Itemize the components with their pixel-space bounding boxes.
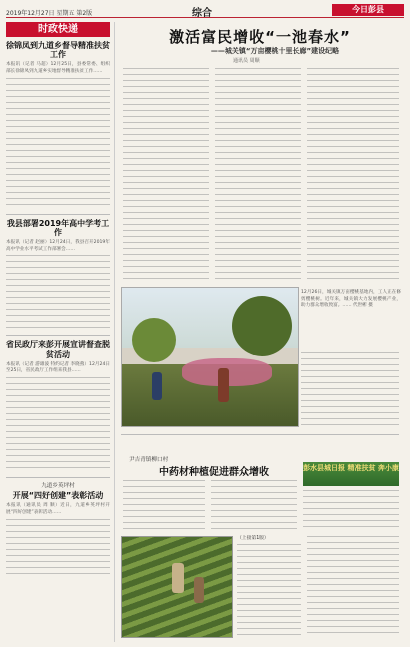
- section-banner: 时政快递: [6, 22, 110, 37]
- herb-field-photo: [121, 536, 233, 638]
- issue-date: 2019年12月27日 星期五 第2版: [6, 10, 93, 17]
- news3-lead: 本报讯（记者 游雄波 特约记者 李晓燕）12月24日至25日，省民政厅工作组来我县……: [6, 361, 110, 374]
- news2-body: [6, 255, 110, 331]
- sub-col-2: [211, 480, 297, 530]
- news3-title: 省民政厅来彭开展宣讲督查脱贫活动: [6, 340, 110, 359]
- news1-body: [6, 78, 110, 210]
- news4-body: [6, 519, 110, 579]
- continued-label: （上接第1版）: [237, 536, 269, 541]
- sub-col-1: [123, 480, 205, 530]
- divider: [6, 335, 110, 336]
- cherry-orchard-photo: [121, 287, 299, 427]
- caption-continued: [301, 352, 399, 428]
- left-column: [6, 22, 110, 642]
- article-col-1: [123, 68, 209, 282]
- article-col-2: [215, 68, 301, 282]
- news3-body: [6, 377, 110, 473]
- news2-lead: 本报讯（记者 赵丽）12月24日，我县召开2019年高中学业水平考试工作部署会……: [6, 240, 110, 252]
- main-byline: 通讯员 周顺: [233, 58, 260, 64]
- main-subheadline: ——城关镇“万亩樱桃十里长廊”建设纪略: [210, 47, 340, 55]
- section-name: 综合: [192, 8, 212, 19]
- main-column: [114, 22, 404, 642]
- news4-kicker: 九道乡英坪村: [41, 483, 75, 490]
- news2-title: 我县部署2019年高中学考工作: [6, 218, 110, 237]
- page-header: [6, 4, 404, 18]
- photo-caption: [301, 290, 401, 310]
- divider: [6, 477, 110, 478]
- ad-banner: 彭水县城日报 精准扶贫 奔小康: [303, 462, 399, 486]
- divider: [6, 214, 110, 215]
- news1-title: 徐锦凤到九道乡督导精准扶贫工作: [6, 41, 110, 60]
- main-headline: 激活富民增收“一池春水”: [169, 28, 351, 46]
- article-col-3: [307, 68, 399, 282]
- news4-lead: 本报讯（通讯员 周 顺）近日，九道乡英坪村开展“四好创建”表彰活动……: [6, 503, 110, 516]
- sub-col-3: [303, 490, 399, 530]
- newspaper-logo: 今日彭县: [332, 4, 404, 16]
- news1-lead: 本报讯（记者 马超）12月25日，县委常委、组织部长徐锦凤到九道乡实地督导精准扶贫工作……: [6, 62, 110, 75]
- photo-caption-text: 12月26日，城关镇万亩樱桃基地内，工人正在修剪樱桃树。近年来，城关镇大力发展樱桃产业，助力群众增收致富。…… 代世彬 摄: [301, 290, 401, 309]
- bottom-col-2: [307, 536, 399, 638]
- divider: [121, 434, 399, 435]
- sub-article-kicker: 尹吉青镇柳口村: [129, 457, 169, 463]
- sub-article-title: 中药材种植促进群众增收: [159, 467, 269, 478]
- bottom-col-1: [237, 544, 301, 638]
- news4-title: 开展“四好创建”表彰活动: [12, 491, 104, 501]
